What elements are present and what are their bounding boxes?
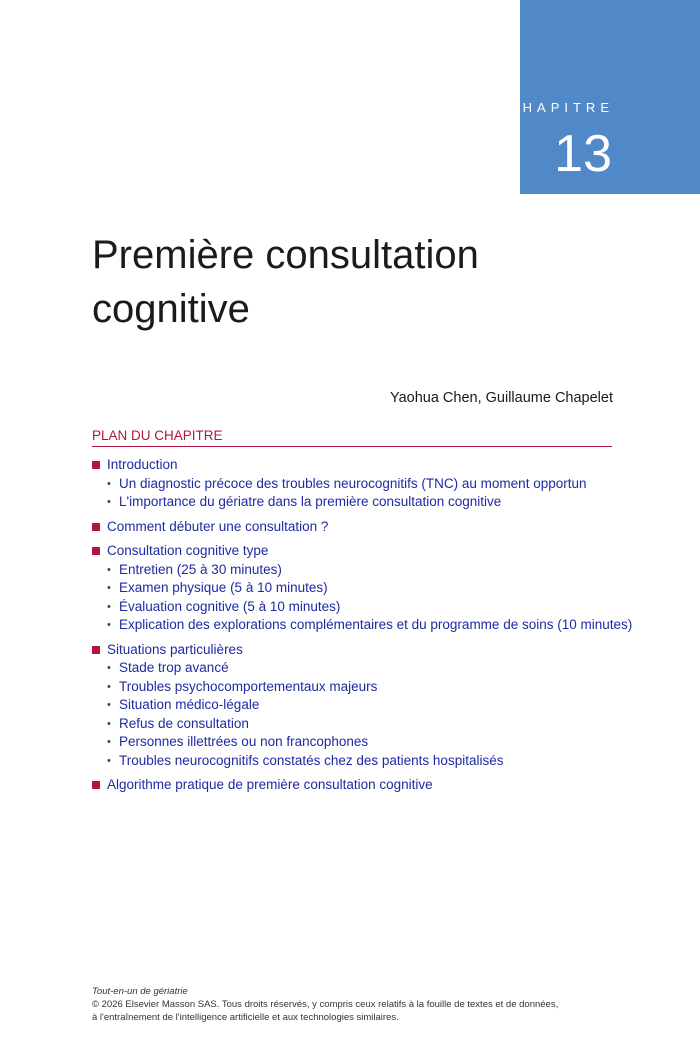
outline-subsection[interactable] — [107, 598, 622, 617]
outline-section-heading[interactable] — [92, 641, 622, 660]
bullet-dot-icon: • — [107, 477, 111, 490]
outline-subsection-label: L'importance du gériatre dans la première consultation cognitive — [119, 494, 502, 509]
outline-section-heading[interactable] — [92, 456, 622, 475]
outline-section-heading[interactable] — [92, 776, 622, 795]
bullet-dot-icon: • — [107, 619, 111, 631]
outline-subsection[interactable] — [107, 715, 622, 734]
outline-subsection-list — [92, 561, 633, 635]
outline-subsection-label: Personnes illettrées ou non francophones — [119, 734, 369, 749]
outline-section — [92, 456, 622, 512]
outline-subsection[interactable] — [107, 616, 633, 635]
bullet-dot-icon: • — [107, 582, 111, 594]
outline-section-heading[interactable] — [92, 518, 622, 537]
outline-subsection-list — [92, 659, 622, 770]
outline-section — [92, 776, 622, 795]
outline-subsection-label: Stade trop avancé — [119, 660, 229, 675]
bullet-dot-icon: • — [107, 680, 111, 693]
authors: Yaohua Chen, Guillaume Chapelet — [389, 390, 613, 406]
outline-subsection-label: Évaluation cognitive (5 à 10 minutes) — [119, 598, 341, 614]
bullet-dot-icon: • — [107, 563, 111, 576]
outline-subsection-label: Troubles psychocomportementaux majeurs — [119, 678, 378, 694]
outline-subsection[interactable] — [107, 493, 622, 512]
outline-subsection-list — [92, 475, 622, 512]
bullet-dot-icon: • — [107, 717, 111, 730]
plan-heading: PLAN DU CHAPITRE — [92, 428, 612, 447]
outline-section-heading[interactable] — [92, 542, 622, 561]
chapter-title-line-1: Première consultation — [92, 233, 479, 277]
outline-section-title: Introduction — [107, 457, 178, 472]
outline-subsection-label: Explication des explorations complémentaires et du programme de soins (10 minutes) — [119, 617, 633, 632]
outline-subsection-label: Un diagnostic précoce des troubles neurocognitifs (TNC) au moment opportun — [119, 475, 587, 491]
outline-subsection-label: Troubles neurocognitifs constatés chez des patients hospitalisés — [119, 752, 504, 768]
chapter-banner — [508, 0, 700, 194]
outline-subsection[interactable] — [107, 733, 622, 752]
chapter-number: 13 — [554, 125, 612, 183]
outline-subsection[interactable] — [107, 475, 622, 494]
outline-section — [92, 542, 633, 635]
outline-subsection-label: Entretien (25 à 30 minutes) — [119, 561, 282, 577]
outline-section-title: Comment débuter une consultation ? — [107, 518, 329, 534]
chapter-title-line-2: cognitive — [92, 287, 250, 331]
outline-section-title: Situations particulières — [107, 641, 243, 657]
outline-subsection[interactable] — [107, 579, 622, 598]
bullet-dot-icon: • — [107, 754, 111, 767]
chapter-label: CHAPITRE — [508, 100, 614, 115]
outline-subsection[interactable] — [107, 659, 622, 678]
bullet-dot-icon: • — [107, 736, 111, 748]
chapter-outline — [92, 456, 633, 801]
bullet-dot-icon: • — [107, 662, 111, 674]
square-bullet-icon — [92, 523, 100, 531]
outline-section — [92, 518, 622, 537]
outline-subsection-label: Refus de consultation — [119, 715, 249, 731]
square-bullet-icon — [92, 646, 100, 654]
outline-section-title: Consultation cognitive type — [107, 543, 269, 558]
book-title: Tout-en-un de gériatrie — [92, 986, 188, 997]
bullet-dot-icon: • — [107, 699, 111, 711]
copyright-line-2: à l'entraînement de l'intelligence artificielle et aux technologies similaires. — [92, 1012, 399, 1023]
chapter-title — [92, 228, 612, 336]
bullet-dot-icon: • — [107, 600, 111, 613]
outline-subsection-label: Situation médico-légale — [119, 697, 260, 712]
copyright-line-1: © 2026 Elsevier Masson SAS. Tous droits réservés, y compris ceux relatifs à la fouille de textes et de données, — [92, 999, 559, 1010]
square-bullet-icon — [92, 781, 100, 789]
outline-subsection[interactable] — [107, 678, 622, 697]
outline-subsection[interactable] — [107, 752, 622, 771]
outline-subsection[interactable] — [107, 561, 622, 580]
footer — [92, 985, 632, 1024]
square-bullet-icon — [92, 547, 100, 555]
outline-section-title: Algorithme pratique de première consultation cognitive — [107, 777, 433, 792]
outline-subsection-label: Examen physique (5 à 10 minutes) — [119, 580, 328, 595]
outline-section — [92, 641, 622, 771]
outline-subsection[interactable] — [107, 696, 622, 715]
square-bullet-icon — [92, 461, 100, 469]
bullet-dot-icon: • — [107, 496, 111, 508]
